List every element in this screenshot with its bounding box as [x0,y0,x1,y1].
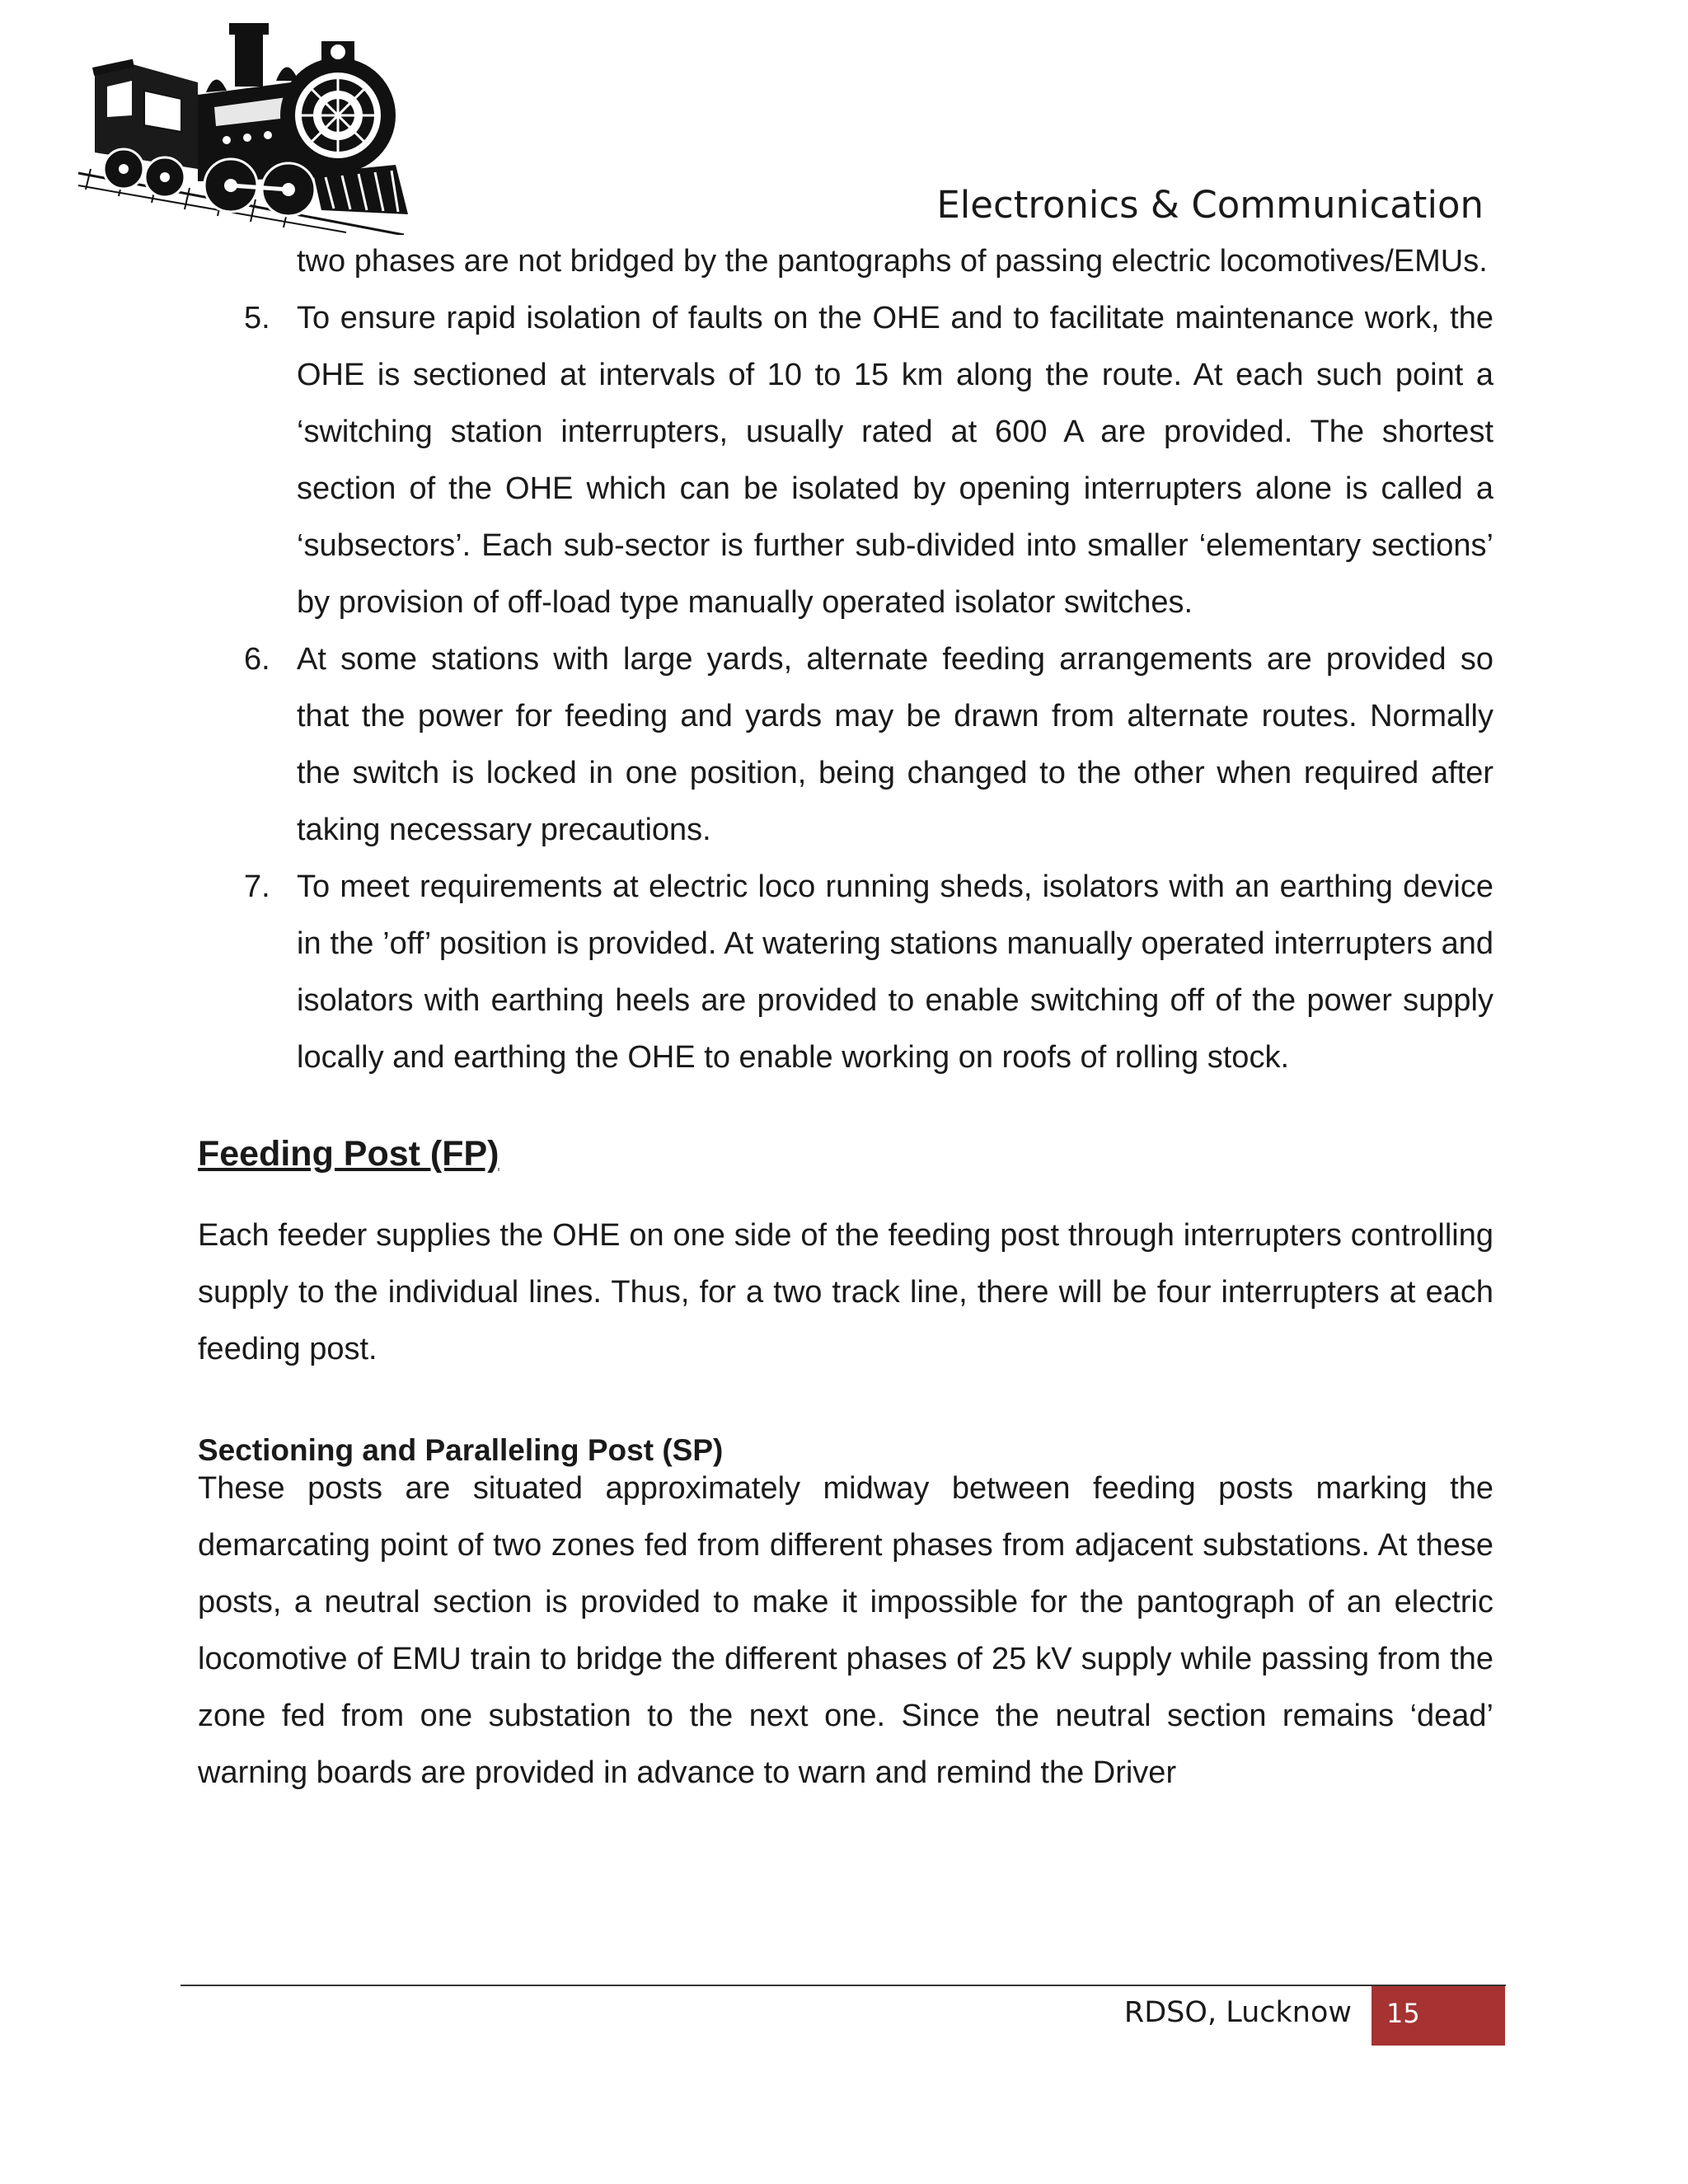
document-header-title: Electronics & Communication [936,183,1484,227]
steam-locomotive-icon [74,16,420,235]
section-text-sectioning-post: These posts are situated approximately midway between feeding posts marking the demarcating point of two zones fed from different phases from adjacent substations. At these posts, a neutral section is provided to make it impossible for the pantograph of an electric locomotive of EMU train to bridge the different phases of 25 kV supply while passing from the zone fed from one substation to the next one. Since the neutral section remains ‘dead’ warning boards are provided in advance to warn and remind the Driver [198,1471,1493,1790]
list-item [198,290,1493,631]
page-content [198,233,1493,1802]
list-item-text: At some stations with large yards, alternate feeding arrangements are provided so that the power for feeding and yards may be drawn from alternate routes. Normally the switch is locked in one position, being changed to the other when required after taking necessary precautions. [297,642,1493,847]
page-number-badge [1372,1986,1505,2046]
footer-organization: RDSO, Lucknow [1123,1996,1352,2029]
list-item-number: 5. [244,301,270,335]
section-text-feeding-post: Each feeder supplies the OHE on one side of the feeding post through interrupters controlling supply to the individual lines. Thus, for a two track line, there will be four interrupters at each feeding post. [198,1218,1493,1366]
list-item [198,631,1493,859]
section-heading-feeding-post: Feeding Post (FP) [198,1134,499,1174]
list-item-number: 7. [244,869,270,904]
list-item-continuation: two phases are not bridged by the pantographs of passing electric locomotives/EMUs. [297,244,1488,279]
list-item-number: 6. [244,642,270,677]
list-item [198,859,1493,1086]
list-item-text: To ensure rapid isolation of faults on the OHE and to facilitate maintenance work, the OHE is sectioned at intervals of 10 to 15 km along the route. At each such point a ‘switching station interrupters, usually rated at 600 A are provided. The shortest section of the OHE which can be isolated by opening interrupters alone is called a ‘subsectors’. Each sub-sector is further sub-divided into smaller ‘elementary sections’ by provision of off-load type manually operated isolator switches. [297,301,1493,620]
section-heading-sectioning-post: Sectioning and Paralleling Post (SP) [198,1433,724,1467]
list-item-text: To meet requirements at electric loco running sheds, isolators with an earthing device in the ’off’ position is provided. At watering stations manually operated interrupters and isolators with earthing heels are provided to enable switching off of the power supply locally and earthing the OHE to enable working on roofs of rolling stock. [297,869,1493,1075]
footer-divider [181,1985,1506,1986]
page-number: 15 [1386,1998,1420,2029]
